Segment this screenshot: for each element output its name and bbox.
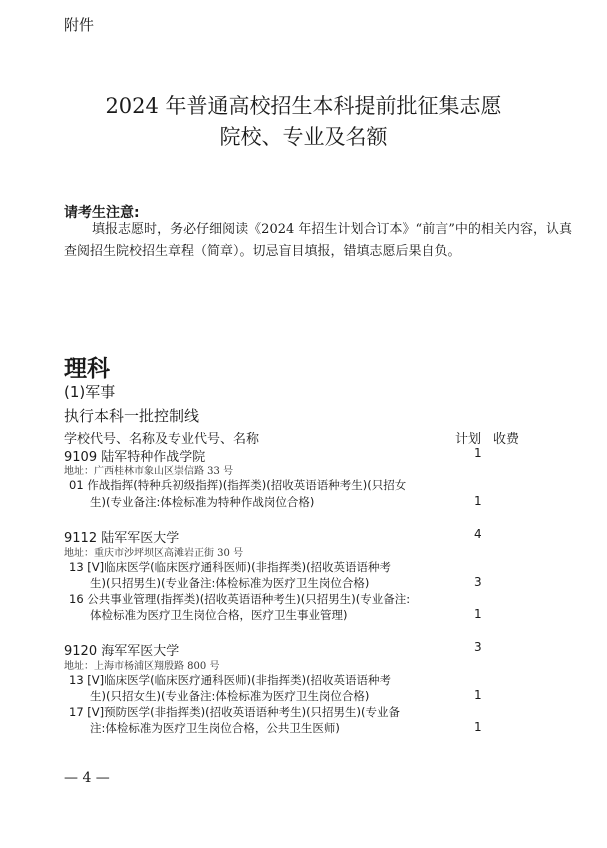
column-header-fee: 收费: [493, 432, 520, 447]
major-line: 13 [V]临床医学(临床医疗通科医师)(非指挥类)(招收英语语种考: [69, 560, 392, 574]
major-plan: 3: [474, 575, 482, 589]
column-header-school-major: 学校代号、名称及专业代号、名称: [64, 432, 260, 447]
category-heading: (1)军事: [64, 383, 116, 401]
major-line: 01 作战指挥(特种兵初级指挥)(指挥类)(招收英语语种考生)(只招女: [69, 478, 407, 492]
notice-heading: 请考生注意:: [64, 205, 140, 221]
notice-body: 填报志愿时，务必仔细阅读《2024 年招生计划合订本》“前言”中的相关内容，认真查阅招生院校招生章程（简章）。切忌盲目填报，错填志愿后果自负。: [64, 222, 572, 259]
major-plan: 1: [474, 607, 482, 621]
page-number: — 4 —: [64, 770, 110, 786]
major-line-continued: 生)(专业备注:体检标准为特种作战岗位合格): [90, 495, 315, 509]
attachment-label: 附件: [64, 16, 95, 34]
school-address: 地址：上海市杨浦区翔殷路 800 号: [64, 661, 220, 672]
school-address: 地址：广西桂林市象山区崇信路 33 号: [64, 466, 234, 477]
major-line-continued: 生)(只招男生)(专业备注:体检标准为医疗卫生岗位合格): [90, 576, 370, 590]
school-header: 9112 陆军军医大学: [64, 531, 180, 546]
major-plan: 1: [474, 494, 482, 508]
major-plan: 1: [474, 720, 482, 734]
major-line: 16 公共事业管理(指挥类)(招收英语语种考生)(只招男生)(专业备注:: [69, 592, 411, 606]
subject-heading: 理科: [64, 356, 110, 382]
major-line-continued: 生)(只招女生)(专业备注:体检标准为医疗卫生岗位合格): [90, 689, 370, 703]
major-line: 17 [V]预防医学(非指挥类)(招收英语语种考生)(只招男生)(专业备: [69, 705, 401, 719]
column-header-plan: 计划: [455, 432, 482, 447]
school-plan: 1: [474, 446, 482, 460]
batch-line: 执行本科一批控制线: [64, 407, 200, 425]
major-line-continued: 注:体检标准为医疗卫生岗位合格，公共卫生医师): [90, 721, 340, 735]
major-line: 13 [V]临床医学(临床医疗通科医师)(非指挥类)(招收英语语种考: [69, 673, 392, 687]
school-plan: 3: [474, 640, 482, 654]
major-plan: 1: [474, 688, 482, 702]
document-title-line1: 2024 年普通高校招生本科提前批征集志愿: [105, 94, 502, 118]
document-title-line2: 院校、专业及名额: [219, 125, 388, 149]
school-plan: 4: [474, 527, 482, 541]
school-address: 地址：重庆市沙坪坝区高滩岩正街 30 号: [64, 548, 244, 559]
major-line-continued: 体检标准为医疗卫生岗位合格，医疗卫生事业管理): [90, 608, 348, 622]
school-header: 9120 海军军医大学: [64, 644, 180, 659]
school-header: 9109 陆军特种作战学院: [64, 450, 206, 465]
